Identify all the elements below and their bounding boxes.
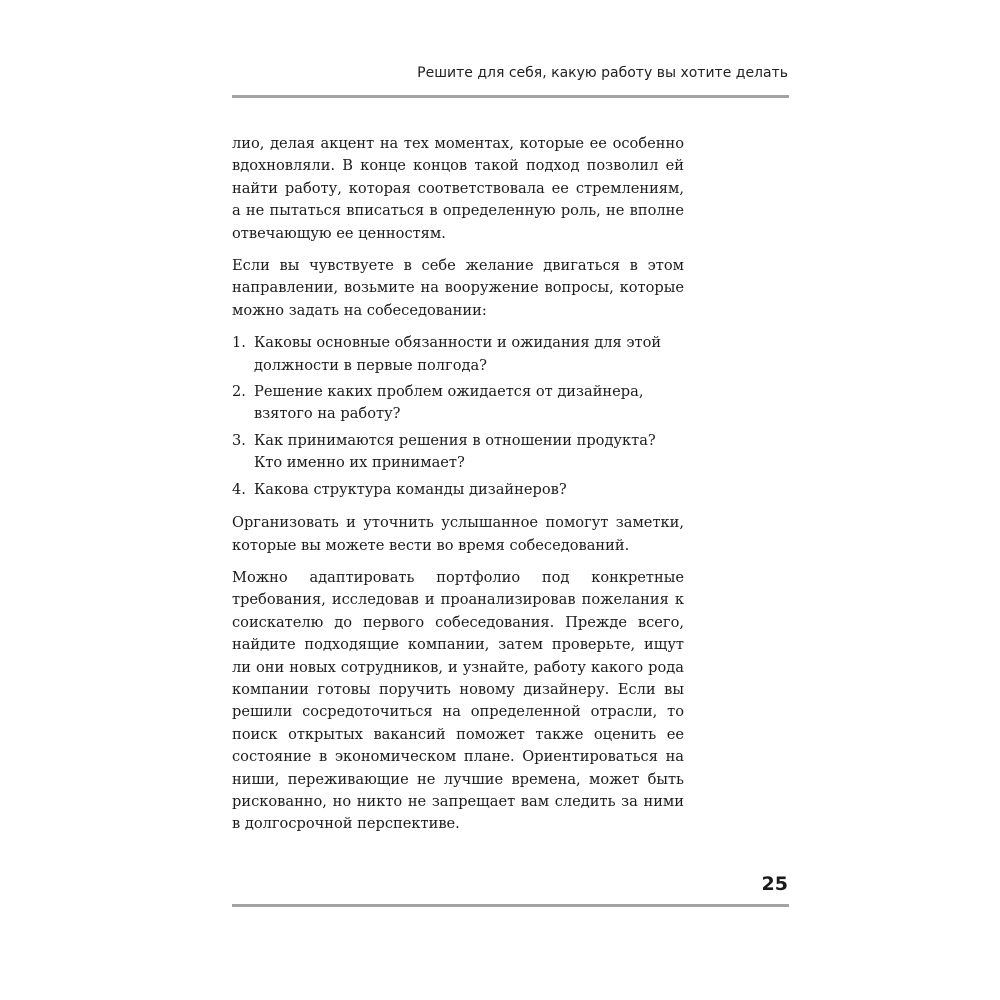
list-item-text: Решение каких проблем ожидается от дизайнера, взятого на работу? — [254, 383, 644, 423]
page-body — [232, 133, 684, 846]
running-head-title: Решите для себя, какую работу вы хотите делать — [417, 65, 788, 81]
interview-questions-list — [232, 332, 684, 501]
list-item-text: Каковы основные обязанности и ожидания для этой должности в первые полгода? — [254, 334, 662, 374]
list-item — [232, 479, 684, 501]
list-item-number: 4. — [232, 480, 246, 498]
list-item — [232, 430, 684, 475]
list-item — [232, 332, 684, 377]
paragraph-3: Организовать и уточнить услышанное помогут заметки, которые вы можете вести во время собеседований. — [232, 514, 684, 554]
paragraph-1: лио, делая акцент на тех моментах, которые ее особенно вдохновляли. В конце концов такой подход позволил ей найти работу, которая соответствовала ее стремлениям, а не пытаться вписаться в определенную роль, не вполне отвечающую ее ценностям. — [232, 135, 684, 242]
list-item-number: 2. — [232, 383, 246, 401]
header-divider — [232, 95, 789, 98]
list-item-text: Какова структура команды дизайнеров? — [254, 480, 567, 498]
paragraph-2: Если вы чувствуете в себе желание двигаться в этом направлении, возьмите на вооружение вопросы, которые можно задать на собеседовании: — [232, 257, 684, 319]
list-item-number: 3. — [232, 431, 246, 449]
list-item-number: 1. — [232, 334, 246, 352]
page-number: 25 — [761, 873, 788, 895]
footer-divider — [232, 904, 789, 907]
list-item-text: Как принимаются решения в отношении продукта? Кто именно их принимает? — [254, 431, 656, 472]
list-item — [232, 381, 684, 426]
paragraph-4: Можно адаптировать портфолио под конкретные требования, исследовав и проанализировав пожелания к соискателю до первого собеседования. Прежде всего, найдите подходящие компании, затем проверьте, ищут ли они новых сотрудников, и узнайте, работу какого рода компании готовы поручить новому дизайнеру. Если вы решили сосредоточиться на определенной отрасли, то поиск открытых вакансий поможет также оценить ее состояние в экономическом плане. Ориентироваться на ниши, переживающие не лучшие времена, может быть рискованно, но никто не запрещает вам следить за ними в долгосрочной перспективе. — [232, 568, 684, 833]
